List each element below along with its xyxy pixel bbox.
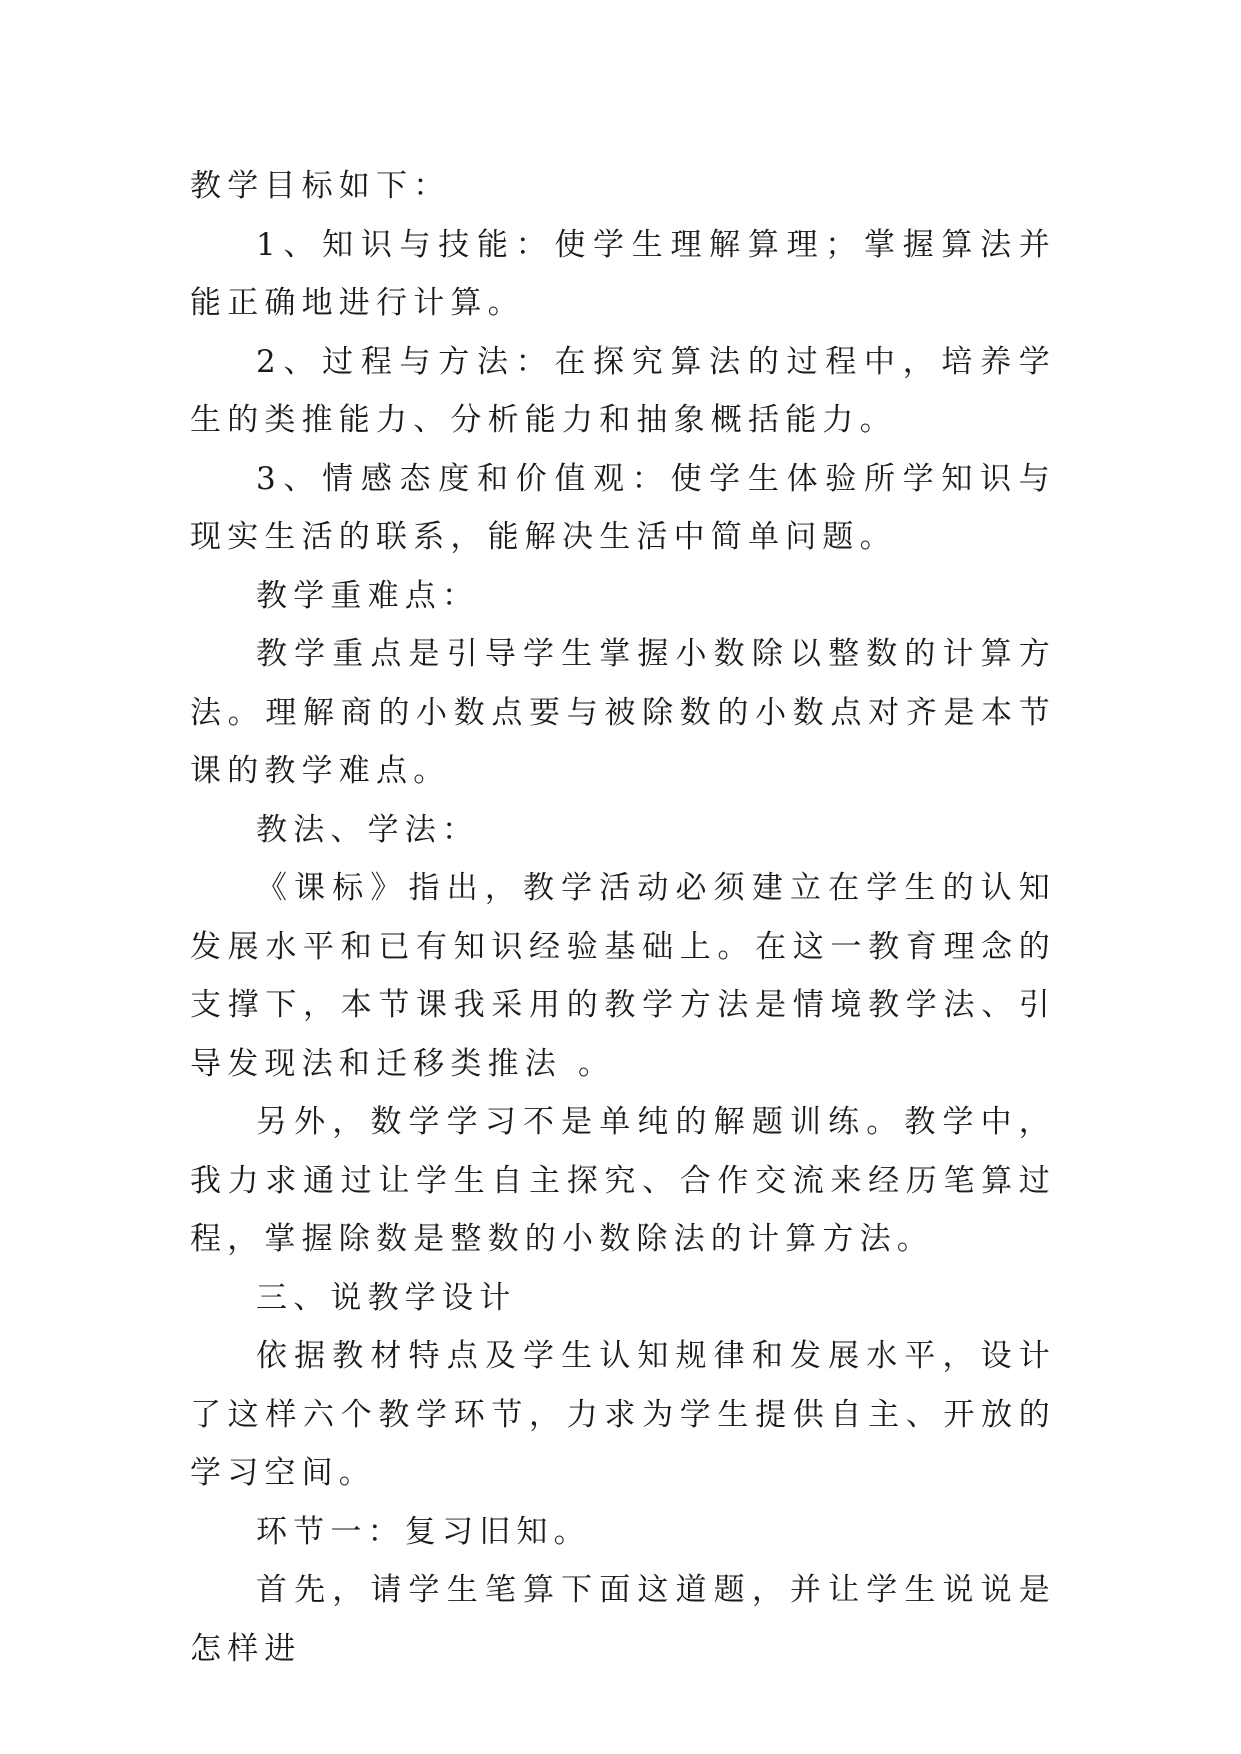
paragraph-objective-attitude: 3、情感态度和价值观：使学生体验所学知识与现实生活的联系，能解决生活中简单问题。	[190, 460, 1056, 555]
heading-teaching-methods: 教法、学法：	[256, 811, 480, 848]
paragraph-learning-approach: 另外，数学学习不是单纯的解题训练。教学中，我力求通过让学生自主探究、合作交流来经历笔算过程，掌握除数是整数的小数除法的计算方法。	[190, 1104, 1056, 1257]
heading-teaching-design: 三、说教学设计	[256, 1279, 517, 1316]
heading-key-difficult-points: 教学重难点：	[256, 577, 480, 614]
paragraph-design-overview: 依据教材特点及学生认知规律和发展水平，设计了这样六个教学环节，力求为学生提供自主、开放的学习空间。	[190, 1338, 1056, 1491]
paragraph-objective-process: 2、过程与方法：在探究算法的过程中，培养学生的类推能力、分析能力和抽象概括能力。	[190, 343, 1056, 438]
document-body	[190, 157, 1056, 1678]
paragraph-objectives-intro: 教学目标如下：	[190, 168, 451, 204]
paragraph-curriculum-standards: 《课标》指出，教学活动必须建立在学生的认知发展水平和已有知识经验基础上。在这一教育理念的支撑下，本节课我采用的教学方法是情境教学法、引导发现法和迁移类推法 。	[190, 870, 1056, 1082]
paragraph-step-one-start: 首先，请学生笔算下面这道题，并让学生说说是怎样进	[190, 1572, 1056, 1667]
heading-step-one: 环节一：复习旧知。	[256, 1513, 591, 1550]
paragraph-key-difficult-points: 教学重点是引导学生掌握小数除以整数的计算方法。理解商的小数点要与被除数的小数点对齐是本节课的教学难点。	[190, 636, 1056, 789]
paragraph-objective-knowledge: 1、知识与技能：使学生理解算理；掌握算法并能正确地进行计算。	[190, 226, 1056, 321]
